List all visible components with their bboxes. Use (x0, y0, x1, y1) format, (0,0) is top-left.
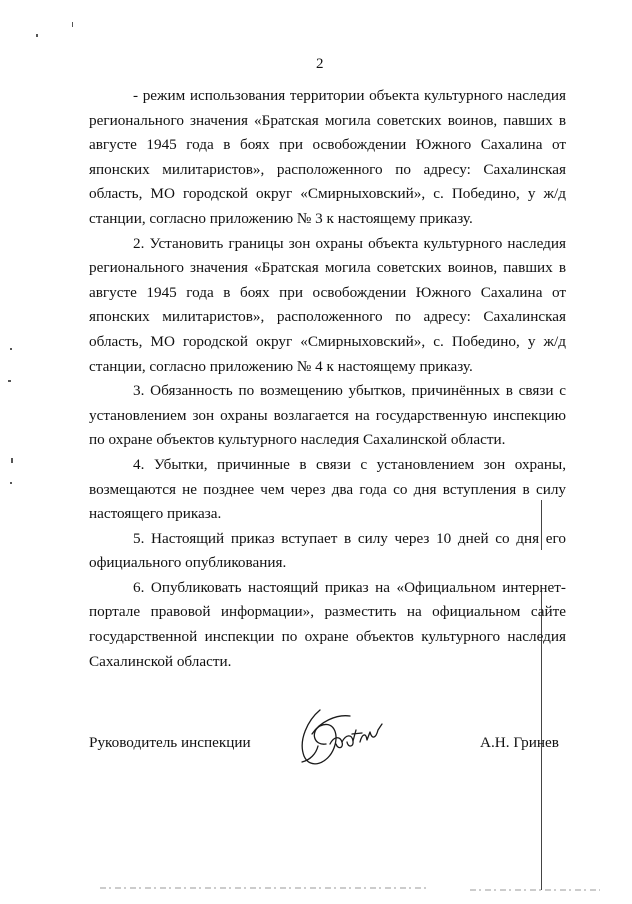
signatory-name: А.Н. Гринев (480, 734, 559, 751)
scan-bottom-edge (0, 878, 632, 904)
signatory-title: Руководитель инспекции (89, 734, 251, 751)
scan-speck (72, 22, 73, 27)
paragraph-item-5: 5. Настоящий приказ вступает в силу через 10 дней со дня его официального опубликования. (89, 529, 566, 572)
paragraph-item-4: 4. Убытки, причинные в связи с установлением зон охраны, возмещаются не позднее чем через два года со дня вступления в силу настоящего приказа. (89, 455, 566, 523)
paragraph-item-3: 3. Обязанность по возмещению убытков, причинённых в связи с установлением зон охраны возлагается на государственную инспекцию по охране объектов культурного наследия Сахалинской области. (89, 382, 566, 449)
document-body (89, 84, 566, 674)
scan-speck (11, 458, 13, 463)
scan-speck (10, 482, 12, 484)
paragraph-item-2: 2. Установить границы зон охраны объекта культурного наследия регионального значения «Братская могила советских воинов, павших в августе 1945 года в боях при освобождении Южного Сахалина от японских милитаристов», расположенного по адресу: Сахалинская область, МО городской округ «Смирныховский», с. Победино, у ж/д станции, согласно приложению № 4 к настоящему приказу. (89, 234, 566, 375)
page-number: 2 (316, 56, 324, 72)
paragraph-item-6: 6. Опубликовать настоящий приказ на «Официальном интернет-портале правовой информации», разместить на официальном сайте государственной инспекции по охране объектов культурного наследия Сахалинской области. (89, 578, 566, 670)
paragraph-regime: - режим использования территории объекта культурного наследия регионального значения «Братская могила советских воинов, павших в августе 1945 года в боях при освобождении Южного Сахалина от японских милитаристов», расположенного по адресу: Сахалинская область, МО городской округ «Смирныховский», с. Победино, у ж/д станции, согласно приложению № 3 к настоящему приказу. (89, 87, 566, 227)
scan-speck (10, 348, 12, 350)
scan-speck (36, 34, 38, 37)
scan-speck (8, 380, 11, 382)
handwritten-signature (290, 700, 390, 772)
